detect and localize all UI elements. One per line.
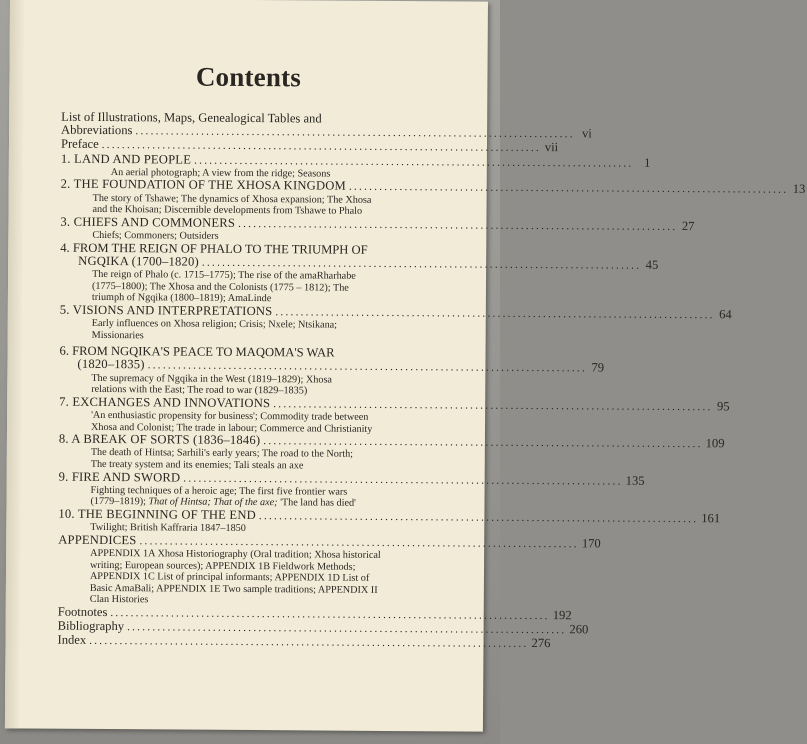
toc-entry-illustrations-line1: List of Illustrations, Maps, Genealogical Tables and [61,109,322,126]
toc-page-number: 45 [645,257,659,272]
chapter-title: 5. VISIONS AND INTERPRETATIONS [59,302,273,318]
toc-entry-label: Index [57,632,87,648]
page-title: Contents [195,61,302,93]
chapter-subtopics: The death of Hintsa; Sarhili's early years; The road to the North; [90,447,354,461]
leader-dots: ....................................................................................... [135,125,575,141]
chapter-subtopics: relations with the East; The road to war (1829–1835) [91,384,308,397]
chapter-title: 9. FIRE AND SWORD [58,469,181,485]
chapter-subtopics: Missionaries [91,329,144,341]
chapter-title: 7. EXCHANGES AND INNOVATIONS [59,394,271,410]
chapter-subtopics: Twilight; British Kaffraria 1847–1850 [90,522,246,535]
leader-dots: ....................................................................................... [127,621,567,637]
toc-page-number: 192 [552,608,572,623]
toc-page-number: 170 [581,536,601,551]
chapter-title: 8. A BREAK OF SORTS (1836–1846) [58,431,261,448]
toc-page-number: 64 [719,307,732,322]
toc-page-number: 13 [792,182,806,197]
leader-dots: ....................................................................................... [101,139,542,155]
leader-dots: ....................................................................................... [238,217,678,233]
chapter-title-line1: 4. FROM THE REIGN OF PHALO TO THE TRIUMPH OF [60,240,368,257]
toc-page-number: 79 [591,360,605,375]
chapter-subtopics: An aerial photograph; A view from the ridge; Seasons [110,166,331,180]
chapter-subtopics: Xhosa and Colonist; The trade in labour; Commerce and Christianity [90,421,373,435]
chapter-subtopics: The supremacy of Ngqika in the West (1819–1829); Xhosa [91,372,332,386]
chapter-title: 2. THE FOUNDATION OF THE XHOSA KINGDOM [60,177,347,194]
leader-dots: ....................................................................................... [263,435,703,451]
chapter-subtopics: and the Khoisan; Discernible developments from Tshawe to Phalo [92,204,363,217]
chapter-subtopics: The reign of Phalo (c. 1715–1775); The rise of the amaRharhabe [92,268,356,282]
appendix-subtopics: Clan Histories [89,594,149,606]
appendix-subtopics: APPENDIX 1A Xhosa Historiography (Oral tradition; Xhosa historical [90,547,381,561]
chapter-subtopics: 'An enthusiastic propensity for business'; Commodity trade between [91,409,369,423]
leader-dots: ....................................................................................... [147,359,588,375]
leader-dots: ....................................................................................... [348,181,789,197]
toc-page-number: 161 [701,511,721,526]
toc-entry-index [57,632,551,651]
toc-page-number: 1 [644,155,651,170]
chapter-subtopics: triumph of Ngqika (1800–1819); AmaLinde [91,292,272,305]
toc-entry-label: Footnotes [57,604,108,619]
chapter-subtopics: Fighting techniques of a heroic age; The first five frontier wars [90,484,348,498]
table-of-contents [57,109,806,651]
toc-page-number: 260 [569,622,589,637]
chapter-title: NGQIKA (1700–1820) [78,253,200,269]
chapter-title: 10. THE BEGINNING OF THE END [58,506,256,522]
toc-page-number: vii [544,140,559,155]
toc-page-number: 95 [716,399,730,414]
leader-dots: ....................................................................................... [258,510,699,526]
toc-entry-label: Abbreviations [61,122,133,138]
leader-dots: ....................................................................................... [275,305,715,322]
subtopic-text: 'The land has died' [277,497,356,510]
chapter-title: 3. CHIEFS AND COMMONERS [60,214,236,230]
chapter-subtopics: The treaty system and its enemies; Tali steals an axe [90,458,304,472]
leader-dots: ....................................................................................... [183,472,623,488]
appendix-subtopics: writing; European sources); APPENDIX 1B Fieldwork Methods; [90,559,356,573]
book-page [5,0,806,732]
toc-page-number: 109 [705,436,725,451]
appendix-subtopics: APPENDIX 1C List of principal informants; APPENDIX 1D List of [89,571,370,584]
toc-page-number: vi [581,126,592,141]
chapter-title: 1. LAND AND PEOPLE [60,151,192,167]
leader-dots: ....................................................................................... [201,256,642,272]
toc-entry-label: Bibliography [57,618,125,634]
toc-entry-label: Preface [60,137,99,152]
leader-dots: ....................................................................................... [89,635,529,651]
chapter-subtopics: Early influences on Xhosa religion; Crisis; Nxele; Ntsikana; [91,317,338,331]
subtopic-italic-text: That of Hintsa; That of the axe; [148,496,278,509]
toc-page-number: 276 [531,636,551,651]
toc-entry-label: APPENDICES [58,532,137,547]
subtopic-text: (1779–1819); [90,496,149,508]
appendix-subtopics: Basic AmaBali; APPENDIX 1E Two sample traditions; APPENDIX II [89,582,378,596]
leader-dots: ....................................................................................... [273,397,713,414]
chapter-subtopics: The story of Tshawe; The dynamics of Xhosa expansion; The Xhosa [92,192,372,206]
chapter-title: (1820–1835) [77,357,145,372]
toc-page-number: 27 [681,218,695,233]
leader-dots: ....................................................................................... [194,154,634,170]
chapter-title-line1: 6. FROM NGQIKA'S PEACE TO MAQOMA'S WAR [59,343,335,360]
toc-page-number: 135 [625,473,645,488]
leader-dots: ....................................................................................... [110,606,550,623]
chapter-subtopics: Chiefs; Commoners; Outsiders [92,229,219,242]
chapter-subtopics: (1775–1800); The Xhosa and the Colonists (1775 – 1812); The [91,280,349,294]
leader-dots: ....................................................................................... [139,534,579,551]
